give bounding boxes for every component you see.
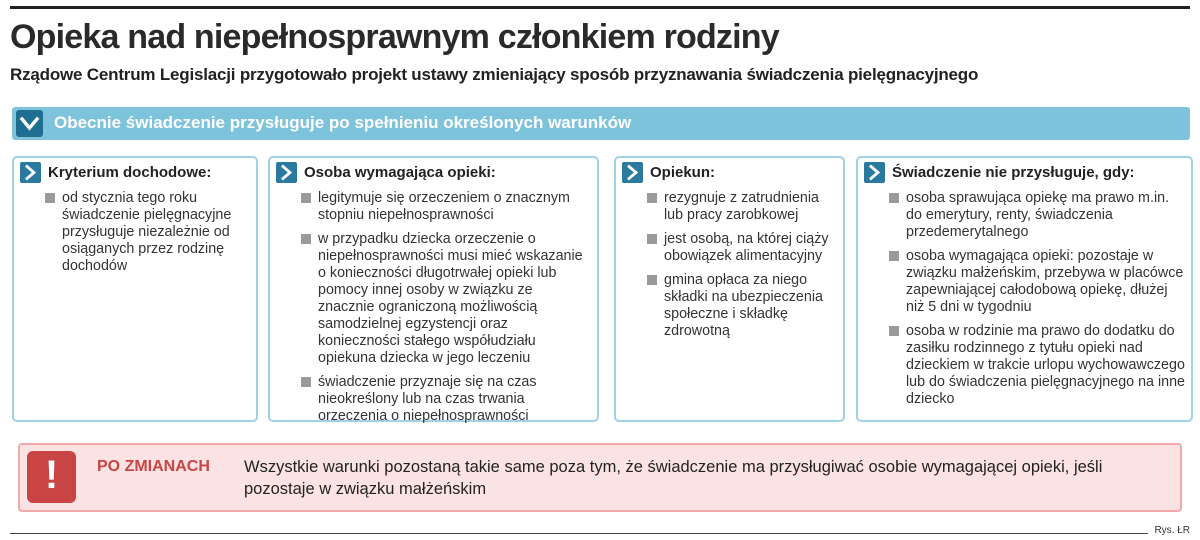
card-items bbox=[647, 190, 837, 347]
bullet-square-icon bbox=[301, 377, 311, 387]
list-item bbox=[45, 190, 250, 275]
item-text: osoba sprawująca opiekę ma prawo m.in. do emerytury, renty, świadczenia przedemerytalnego bbox=[906, 190, 1170, 240]
card-items bbox=[301, 190, 591, 432]
chevron-down-icon bbox=[16, 110, 43, 137]
list-item bbox=[647, 190, 837, 224]
chevron-right-icon bbox=[864, 162, 885, 183]
card-benefit-not-granted bbox=[856, 156, 1193, 422]
item-text: legitymuje się orzeczeniem o znacznym stopniu niepełnosprawności bbox=[318, 190, 570, 223]
exclamation-icon bbox=[27, 451, 76, 503]
bullet-square-icon bbox=[45, 193, 55, 203]
item-text: jest osobą, na której ciąży obowiązek alimentacyjny bbox=[664, 231, 829, 264]
bullet-square-icon bbox=[647, 275, 657, 285]
item-text: osoba wymagająca opieki: pozostaje w związku małżeńskim, przebywa w placówce zapewniającej całodobową opiekę, dłużej niż 5 dni w tygodniu bbox=[906, 248, 1184, 315]
list-item bbox=[889, 248, 1185, 316]
card-person-requiring-care bbox=[268, 156, 599, 422]
bullet-square-icon bbox=[889, 193, 899, 203]
page-title: Opieka nad niepełnosprawnym członkiem rodziny bbox=[10, 18, 779, 56]
alert-label: PO ZMIANACH bbox=[97, 458, 210, 475]
item-text: gmina opłaca za niego składki na ubezpieczenia społeczne i składkę zdrowotną bbox=[664, 272, 823, 339]
card-title: Świadczenie nie przysługuje, gdy: bbox=[892, 164, 1135, 181]
card-title: Osoba wymagająca opieki: bbox=[304, 164, 496, 181]
item-text: rezygnuje z zatrudnienia lub pracy zarobkowej bbox=[664, 190, 819, 223]
card-items bbox=[45, 190, 250, 282]
list-item bbox=[889, 190, 1185, 241]
bullet-square-icon bbox=[301, 234, 311, 244]
chevron-right-icon bbox=[622, 162, 643, 183]
card-caregiver bbox=[614, 156, 845, 422]
top-rule bbox=[10, 6, 1190, 9]
bullet-square-icon bbox=[301, 193, 311, 203]
item-text: w przypadku dziecka orzeczenie o niepełnosprawności musi mieć wskazanie o konieczności długotrwałej opieki lub pomocy innej osoby w związku ze znacznie ograniczoną możliwością samodzielnej egzystencji oraz konieczności stałego współudziału opiekuna dziecka w jego leczeniu bbox=[318, 231, 583, 366]
list-item bbox=[889, 323, 1185, 408]
list-item bbox=[647, 272, 837, 340]
item-text: świadczenie przyznaje się na czas nieokreślony lub na czas trwania orzeczenia o niepełnosprawności bbox=[318, 374, 537, 424]
bullet-square-icon bbox=[889, 326, 899, 336]
card-title: Kryterium dochodowe: bbox=[48, 164, 212, 181]
exclamation-mark: ! bbox=[44, 453, 59, 497]
list-item bbox=[301, 374, 591, 425]
item-text: od stycznia tego roku świadczenie pielęgnacyjne przysługuje niezależnie od osiąganych przez rodzinę dochodów bbox=[62, 190, 232, 274]
bullet-square-icon bbox=[647, 193, 657, 203]
bullet-square-icon bbox=[647, 234, 657, 244]
alert-text: Wszystkie warunki pozostaną takie same poza tym, że świadczenie ma przysługiwać osobie wymagającej opieki, jeśli pozostaje w związku małżeńskim bbox=[244, 458, 1103, 498]
changes-alert bbox=[18, 443, 1182, 512]
list-item bbox=[301, 231, 591, 367]
image-credit: Rys. ŁR bbox=[1154, 525, 1190, 536]
footer-rule bbox=[10, 533, 1148, 534]
chevron-right-icon bbox=[276, 162, 297, 183]
card-income-criterion bbox=[12, 156, 258, 422]
page-subtitle: Rządowe Centrum Legislacji przygotowało projekt ustawy zmieniający sposób przyznawania świadczenia pielęgnacyjnego bbox=[10, 65, 979, 84]
list-item bbox=[647, 231, 837, 265]
chevron-right-icon bbox=[20, 162, 41, 183]
banner-text: Obecnie świadczenie przysługuje po spełnieniu określonych warunków bbox=[54, 113, 632, 132]
card-title: Opiekun: bbox=[650, 164, 716, 181]
bullet-square-icon bbox=[889, 251, 899, 261]
card-items bbox=[889, 190, 1185, 415]
item-text: osoba w rodzinie ma prawo do dodatku do zasiłku rodzinnego z tytułu opieki nad dzieckiem w trakcie urlopu wychowawczego lub do świadczenia pielęgnacyjnego na inne dziecko bbox=[906, 323, 1185, 407]
conditions-banner bbox=[12, 107, 1190, 140]
list-item bbox=[301, 190, 591, 224]
